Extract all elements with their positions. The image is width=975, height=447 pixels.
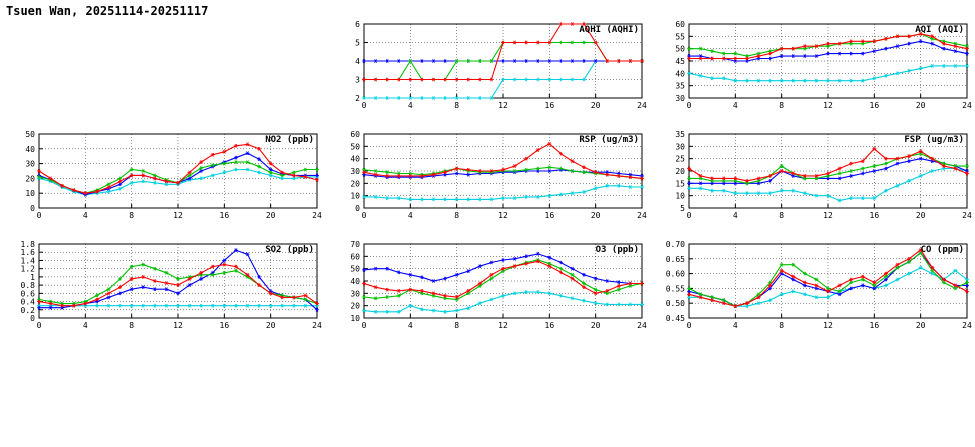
svg-text:20: 20 [915,321,926,330]
svg-text:10: 10 [350,314,360,323]
svg-text:4: 4 [407,321,413,330]
svg-text:1: 1 [30,272,35,282]
svg-text:16: 16 [869,101,880,110]
svg-text:50: 50 [350,142,360,152]
svg-text:20: 20 [675,167,685,176]
svg-text:10: 10 [25,189,35,199]
svg-text:RSP (ug/m3): RSP (ug/m3) [579,135,639,145]
svg-text:30: 30 [25,159,35,169]
svg-text:5: 5 [680,204,685,213]
svg-text:12: 12 [173,321,183,330]
svg-text:16: 16 [219,211,230,220]
svg-text:0: 0 [686,101,692,110]
svg-text:1.2: 1.2 [20,264,35,274]
svg-text:20: 20 [350,301,360,311]
chart-panel-co [655,234,973,336]
svg-text:O3 (ppb): O3 (ppb) [595,245,639,255]
svg-text:0: 0 [30,314,35,323]
svg-text:16: 16 [869,211,880,220]
svg-text:24: 24 [637,101,647,110]
svg-text:30: 30 [675,94,685,103]
svg-text:24: 24 [312,211,322,220]
chart-panel-rsp [330,124,648,226]
svg-text:0: 0 [36,321,42,330]
svg-text:24: 24 [962,101,972,110]
svg-text:40: 40 [350,154,360,164]
svg-text:0.45: 0.45 [665,314,685,323]
page-title: Tsuen Wan, 20251114-20251117 [6,4,209,18]
svg-text:4: 4 [82,211,88,220]
svg-text:10: 10 [675,191,685,201]
svg-text:0: 0 [30,204,35,213]
svg-text:40: 40 [350,277,360,286]
svg-text:4: 4 [82,321,88,330]
svg-text:1.4: 1.4 [20,256,35,266]
svg-text:60: 60 [350,252,360,262]
svg-text:16: 16 [544,321,555,330]
svg-text:35: 35 [675,81,685,91]
svg-text:8: 8 [454,321,460,330]
svg-text:12: 12 [498,211,508,220]
svg-text:12: 12 [823,321,833,330]
svg-text:6: 6 [355,20,360,29]
svg-text:70: 70 [350,240,360,249]
svg-text:60: 60 [350,130,360,139]
svg-text:16: 16 [544,211,555,220]
svg-text:55: 55 [675,32,685,42]
svg-text:20: 20 [350,179,360,189]
svg-text:0.55: 0.55 [665,284,685,294]
svg-text:4: 4 [407,211,413,220]
svg-text:0.4: 0.4 [20,297,35,307]
svg-text:8: 8 [129,321,135,330]
svg-text:12: 12 [823,101,833,110]
svg-text:24: 24 [962,321,972,330]
svg-text:25: 25 [675,154,685,164]
svg-text:8: 8 [454,211,460,220]
svg-text:AQHI (AQHI): AQHI (AQHI) [579,25,639,35]
svg-text:10: 10 [350,191,360,201]
svg-text:0: 0 [686,211,692,220]
svg-text:FSP (ug/m3): FSP (ug/m3) [904,135,964,145]
svg-text:0.2: 0.2 [20,305,35,315]
svg-text:8: 8 [779,101,785,110]
svg-text:1.8: 1.8 [20,240,35,249]
svg-text:30: 30 [350,167,360,176]
svg-text:24: 24 [962,211,972,220]
svg-text:20: 20 [25,174,35,184]
svg-text:3: 3 [355,75,360,85]
chart-panel-aqhi [330,14,648,116]
chart-panel-aqi [655,14,973,116]
svg-text:4: 4 [732,101,738,110]
svg-text:20: 20 [590,211,601,220]
chart-panel-fsp [655,124,973,226]
svg-text:16: 16 [219,321,230,330]
svg-text:40: 40 [25,144,35,154]
svg-text:60: 60 [675,20,685,29]
svg-text:30: 30 [675,142,685,152]
svg-text:12: 12 [823,211,833,220]
svg-text:50: 50 [25,130,35,139]
svg-text:0: 0 [361,101,367,110]
svg-text:12: 12 [173,211,183,220]
svg-text:50: 50 [350,264,360,274]
svg-text:40: 40 [675,69,685,79]
svg-text:8: 8 [454,101,460,110]
svg-text:4: 4 [407,101,413,110]
svg-text:0.60: 0.60 [665,269,685,279]
svg-text:4: 4 [732,211,738,220]
svg-text:0.65: 0.65 [665,254,685,264]
chart-panel-so2 [5,234,323,336]
svg-text:8: 8 [779,211,785,220]
svg-text:5: 5 [355,38,360,48]
svg-text:2: 2 [355,94,360,103]
chart-panel-o3 [330,234,648,336]
svg-text:20: 20 [590,321,601,330]
svg-text:12: 12 [498,321,508,330]
svg-text:0.70: 0.70 [665,240,685,249]
svg-text:20: 20 [265,321,276,330]
svg-text:8: 8 [129,211,135,220]
svg-text:0: 0 [355,204,360,213]
svg-text:35: 35 [675,130,685,139]
svg-text:0: 0 [361,211,367,220]
svg-text:24: 24 [312,321,322,330]
svg-text:0: 0 [686,321,692,330]
svg-text:16: 16 [544,101,555,110]
svg-text:20: 20 [915,211,926,220]
svg-text:CO (ppm): CO (ppm) [920,245,964,255]
chart-panel-no2 [5,124,323,226]
svg-text:AQI (AQI): AQI (AQI) [915,25,964,35]
svg-text:0: 0 [361,321,367,330]
svg-text:45: 45 [675,57,685,66]
svg-text:SO2 (ppb): SO2 (ppb) [265,245,314,255]
svg-text:12: 12 [498,101,508,110]
svg-text:1.6: 1.6 [20,248,35,258]
svg-text:30: 30 [350,289,360,299]
svg-text:0: 0 [36,211,42,220]
svg-text:0.8: 0.8 [20,281,35,291]
svg-text:NO2 (ppb): NO2 (ppb) [265,135,314,145]
svg-text:4: 4 [355,57,360,66]
svg-text:24: 24 [637,321,647,330]
svg-text:8: 8 [779,321,785,330]
svg-text:0.50: 0.50 [665,299,685,309]
svg-text:20: 20 [915,101,926,110]
svg-text:24: 24 [637,211,647,220]
svg-text:50: 50 [675,44,685,54]
svg-text:16: 16 [869,321,880,330]
svg-text:20: 20 [265,211,276,220]
svg-text:0.6: 0.6 [20,289,35,299]
svg-text:20: 20 [590,101,601,110]
svg-text:4: 4 [732,321,738,330]
svg-text:15: 15 [675,179,685,189]
